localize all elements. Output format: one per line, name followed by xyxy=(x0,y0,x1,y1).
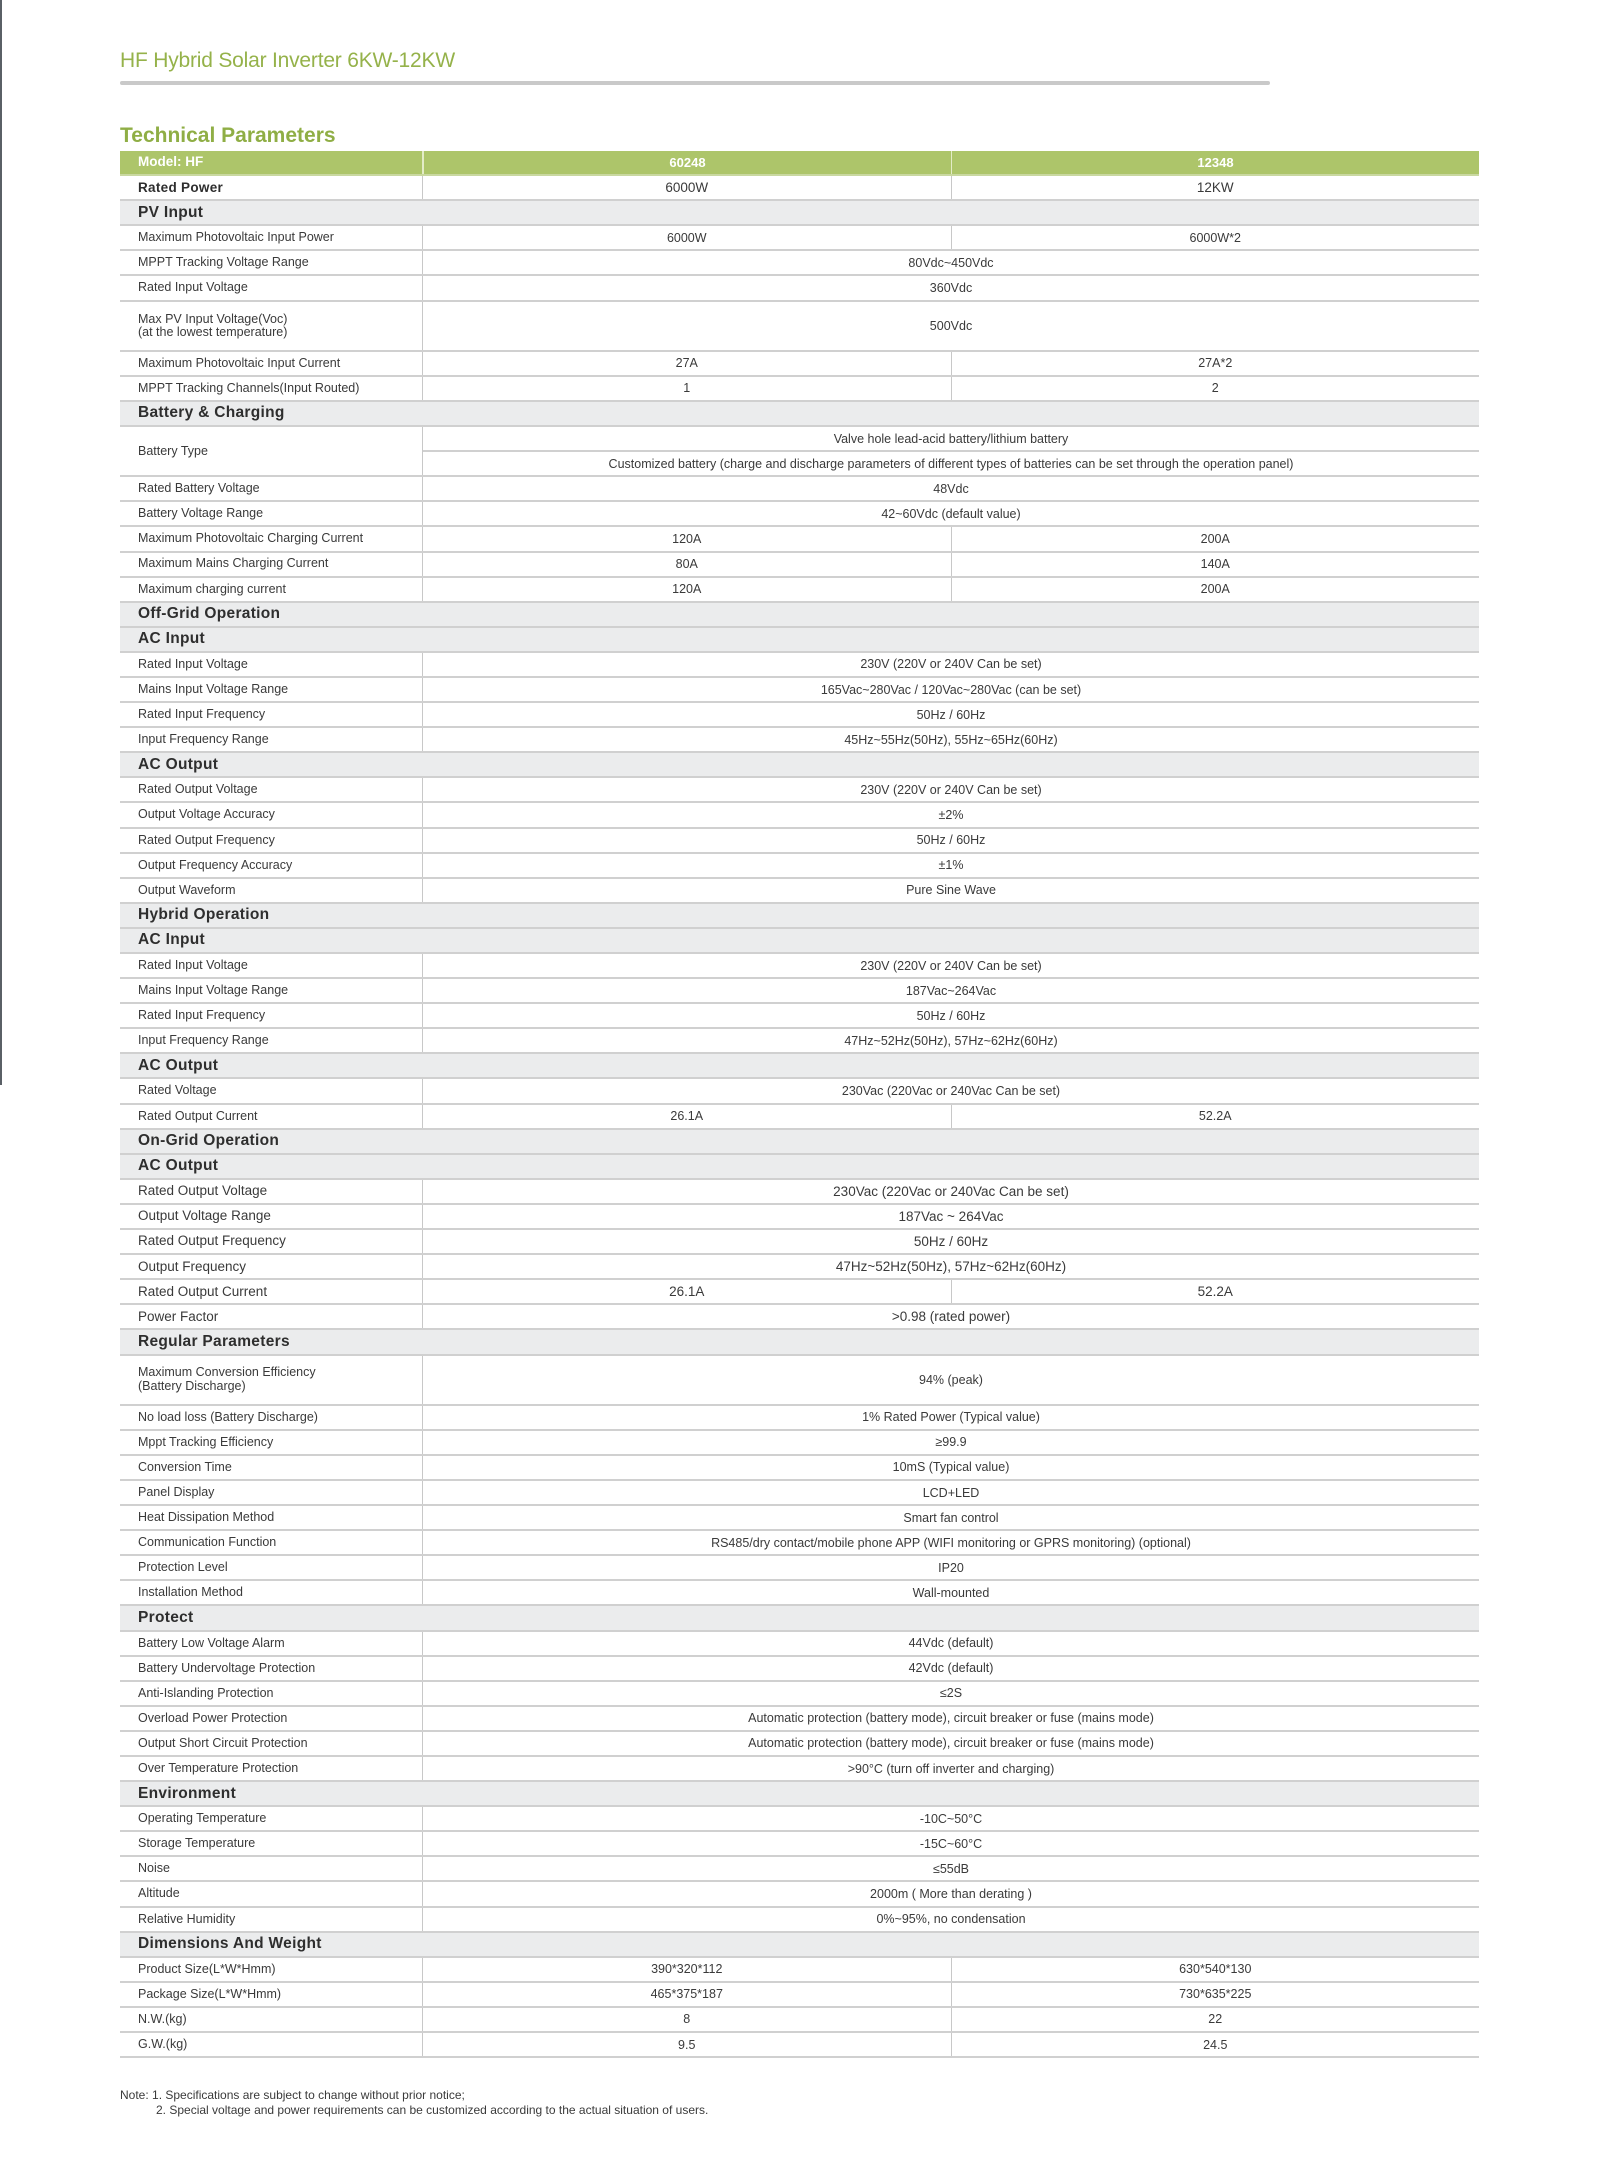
row-value-shared: ±1% xyxy=(938,858,964,873)
row-value-60248: 8 xyxy=(683,2012,691,2027)
row-value-shared: 50Hz / 60Hz xyxy=(916,833,986,848)
row-label: Output Voltage Accuracy xyxy=(138,807,275,822)
row-value-shared: 10mS (Typical value) xyxy=(892,1460,1010,1475)
row-label: Maximum Photovoltaic Input Current xyxy=(138,355,341,370)
row-label: Communication Function xyxy=(138,1535,277,1550)
row-value-shared: 0%~95%, no condensation xyxy=(876,1912,1026,1927)
group-title: Battery & Charging xyxy=(138,404,285,422)
document-title: HF Hybrid Solar Inverter 6KW-12KW xyxy=(120,49,455,72)
table-row xyxy=(120,1857,1479,1882)
row-value-60248: 1 xyxy=(683,381,691,396)
row-value-shared: Automatic protection (battery mode), circuit breaker or fuse (mains mode) xyxy=(748,1711,1154,1726)
row-value-60248: 26.1A xyxy=(669,1284,705,1300)
row-value-shared: 50Hz / 60Hz xyxy=(916,1008,986,1023)
row-value-shared: ≤2S xyxy=(939,1686,963,1701)
group-title: AC Output xyxy=(138,1157,219,1175)
table-row xyxy=(120,527,1479,552)
table-row xyxy=(120,1280,1479,1305)
table-row xyxy=(120,1079,1479,1104)
row-value-60248: 390*320*112 xyxy=(651,1962,723,1977)
row-value-shared: Wall-mounted xyxy=(912,1585,990,1600)
row-value-shared: 45Hz~55Hz(50Hz), 55Hz~65Hz(60Hz) xyxy=(844,732,1058,747)
table-row-battery-type xyxy=(120,427,1479,477)
row-label: Altitude xyxy=(138,1886,180,1901)
row-label xyxy=(120,302,422,350)
row-label: Protection Level xyxy=(138,1560,228,1575)
table-row xyxy=(120,302,1479,352)
row-label: Maximum Photovoltaic Charging Current xyxy=(138,531,364,546)
table-row xyxy=(120,1556,1479,1581)
table-row xyxy=(120,1431,1479,1456)
row-value-12348: 140A xyxy=(951,553,1480,576)
group-title: Hybrid Operation xyxy=(138,906,270,924)
table-row xyxy=(120,553,1479,578)
table-row xyxy=(120,954,1479,979)
row-value-shared: 165Vac~280Vac / 120Vac~280Vac (can be set) xyxy=(820,682,1082,697)
table-row xyxy=(120,1004,1479,1029)
row-value-shared: 230V (220V or 240V Can be set) xyxy=(860,657,1042,672)
table-row xyxy=(120,1105,1479,1130)
row-label: Rated Output Current xyxy=(138,1283,268,1299)
row-value-60248: 6000W xyxy=(665,180,709,196)
row-label: Over Temperature Protection xyxy=(138,1760,299,1775)
table-row xyxy=(120,1481,1479,1506)
row-label: Output Voltage Range xyxy=(138,1208,271,1224)
row-label-line-1: Max PV Input Voltage(Voc) xyxy=(138,311,288,326)
row-label: Rated Output Voltage xyxy=(138,1183,268,1199)
table-row xyxy=(120,854,1479,879)
row-value-shared: 42Vdc (default) xyxy=(908,1661,994,1676)
row-value-shared: IP20 xyxy=(938,1560,964,1575)
row-label: Rated Input Voltage xyxy=(138,957,248,972)
row-label: Output Frequency Accuracy xyxy=(138,857,293,872)
table-row xyxy=(120,1230,1479,1255)
title-divider xyxy=(120,81,1270,85)
row-value-shared: LCD+LED xyxy=(922,1485,980,1500)
table-row xyxy=(120,1807,1479,1832)
row-value-shared: Automatic protection (battery mode), circuit breaker or fuse (mains mode) xyxy=(748,1736,1154,1751)
row-value-60248: 27A xyxy=(675,356,698,371)
row-value-shared: Pure Sine Wave xyxy=(906,883,996,898)
subgroup-hybrid-ac-input xyxy=(120,929,1479,954)
page-edge-bar xyxy=(0,0,2,1085)
note-1: Note: 1. Specifications are subject to change without prior notice; xyxy=(120,2088,465,2102)
table-row xyxy=(120,1632,1479,1657)
group-title: AC Output xyxy=(138,1056,219,1074)
subgroup-hybrid-ac-output xyxy=(120,1054,1479,1079)
group-title: On-Grid Operation xyxy=(138,1132,280,1150)
row-label: Rated Input Voltage xyxy=(138,656,248,671)
row-value-shared: >90°C (turn off inverter and charging) xyxy=(847,1761,1055,1776)
row-value-shared: ≥99.9 xyxy=(935,1435,967,1450)
table-row xyxy=(120,879,1479,904)
group-title: Regular Parameters xyxy=(138,1332,290,1350)
row-label: G.W.(kg) xyxy=(138,2037,188,2052)
row-label: Output Frequency xyxy=(138,1258,247,1274)
table-row xyxy=(120,1707,1479,1732)
row-label: Rated Input Frequency xyxy=(138,707,266,722)
table-row xyxy=(120,778,1479,803)
row-value-60248: 80A xyxy=(675,557,698,572)
row-value-60248: 120A xyxy=(672,582,702,597)
table-row xyxy=(120,2008,1479,2033)
table-row xyxy=(120,1255,1479,1280)
row-value-shared: 42~60Vdc (default value) xyxy=(881,506,1021,521)
row-value-shared: 44Vdc (default) xyxy=(908,1636,994,1651)
row-label: Rated Power xyxy=(138,179,224,195)
row-label-lines xyxy=(138,1366,316,1392)
table-row xyxy=(120,251,1479,276)
row-label: Battery Voltage Range xyxy=(138,506,264,521)
row-value-shared: 47Hz~52Hz(50Hz), 57Hz~62Hz(60Hz) xyxy=(844,1033,1058,1048)
row-label: Maximum Mains Charging Current xyxy=(138,556,329,571)
note-2: 2. Special voltage and power requirements can be customized according to the actual situation of users. xyxy=(156,2103,709,2117)
row-label-lines xyxy=(138,313,287,339)
row-value-shared: 47Hz~52Hz(50Hz), 57Hz~62Hz(60Hz) xyxy=(835,1259,1067,1275)
row-label: No load loss (Battery Discharge) xyxy=(138,1409,318,1424)
table-row xyxy=(120,226,1479,251)
group-protect xyxy=(120,1606,1479,1631)
row-label: Mains Input Voltage Range xyxy=(138,983,289,998)
row-value-shared: ±2% xyxy=(938,807,964,822)
row-label: Battery Low Voltage Alarm xyxy=(138,1635,285,1650)
table-row xyxy=(120,1657,1479,1682)
table-row-rated-power xyxy=(120,176,1479,201)
row-label: Package Size(L*W*Hmm) xyxy=(138,1986,282,2001)
table-row xyxy=(120,728,1479,753)
row-label-line-2: (at the lowest temperature) xyxy=(138,324,288,339)
table-row xyxy=(120,1882,1479,1907)
table-row xyxy=(120,352,1479,377)
row-label: Heat Dissipation Method xyxy=(138,1510,275,1525)
group-title: Environment xyxy=(138,1784,237,1802)
subgroup-off-grid-ac-output xyxy=(120,753,1479,778)
row-label: Conversion Time xyxy=(138,1459,232,1474)
row-value-12348: 27A*2 xyxy=(951,352,1480,375)
row-value-12348: 22 xyxy=(951,2008,1480,2031)
row-label: N.W.(kg) xyxy=(138,2011,187,2026)
row-value-12348: 52.2A xyxy=(951,1105,1480,1128)
row-label: Rated Battery Voltage xyxy=(138,481,260,496)
table-row xyxy=(120,703,1479,728)
row-value-12348: 730*635*225 xyxy=(951,1983,1480,2006)
table-row xyxy=(120,1456,1479,1481)
row-label: Relative Humidity xyxy=(138,1911,236,1926)
table-row xyxy=(120,1305,1479,1330)
row-label: Rated Output Frequency xyxy=(138,1233,286,1249)
model-60248: 60248 xyxy=(423,151,951,174)
row-value-shared: 48Vdc xyxy=(933,481,969,496)
row-label: Operating Temperature xyxy=(138,1811,267,1826)
row-label: Power Factor xyxy=(138,1308,219,1324)
row-label: Rated Output Frequency xyxy=(138,832,275,847)
table-row xyxy=(120,477,1479,502)
row-value-shared: 1% Rated Power (Typical value) xyxy=(862,1410,1040,1425)
table-row xyxy=(120,1958,1479,1983)
row-value-shared: -15C~60°C xyxy=(919,1836,983,1851)
row-label: Rated Input Voltage xyxy=(138,280,248,295)
subgroup-off-grid-ac-input xyxy=(120,628,1479,653)
row-label: MPPT Tracking Channels(Input Routed) xyxy=(138,380,360,395)
row-value-shared: 230V (220V or 240V Can be set) xyxy=(860,958,1042,973)
group-title: PV Input xyxy=(138,203,204,221)
row-label: Output Short Circuit Protection xyxy=(138,1735,308,1750)
group-off-grid xyxy=(120,603,1479,628)
table-row xyxy=(120,1983,1479,2008)
row-value-shared: 230Vac (220Vac or 240Vac Can be set) xyxy=(841,1084,1061,1099)
row-label: Rated Output Current xyxy=(138,1108,258,1123)
footnotes xyxy=(120,2088,708,2118)
row-value-shared: 50Hz / 60Hz xyxy=(913,1234,989,1250)
table-row xyxy=(120,276,1479,301)
table-row xyxy=(120,1757,1479,1782)
table-row xyxy=(120,1029,1479,1054)
section-title: Technical Parameters xyxy=(120,124,336,147)
table-row xyxy=(120,803,1479,828)
row-label: Anti-Islanding Protection xyxy=(138,1685,274,1700)
table-row xyxy=(120,1205,1479,1230)
row-label: Maximum charging current xyxy=(138,581,286,596)
table-row xyxy=(120,1531,1479,1556)
row-value-60248: 6000W xyxy=(666,230,707,245)
table-row xyxy=(120,1832,1479,1857)
group-title: AC Input xyxy=(138,630,205,648)
row-value-shared: 230V (220V or 240V Can be set) xyxy=(860,782,1042,797)
group-title: Off-Grid Operation xyxy=(138,605,281,623)
row-value-option-2: Customized battery (charge and discharge parameters of different types of batteries can be set through the operation panel) xyxy=(423,450,1479,475)
table-row xyxy=(120,1356,1479,1406)
row-value-shared: 2000m ( More than derating ) xyxy=(870,1887,1032,1902)
row-value-shared: 187Vac ~ 264Vac xyxy=(898,1208,1004,1224)
row-value-12348: 200A xyxy=(951,578,1480,601)
row-label: Rated Voltage xyxy=(138,1083,217,1098)
row-value-12348: 6000W*2 xyxy=(951,226,1480,249)
row-value-shared: >0.98 (rated power) xyxy=(891,1309,1011,1325)
group-dimensions-weight xyxy=(120,1933,1479,1958)
row-value-12348: 200A xyxy=(951,527,1480,550)
row-label: Noise xyxy=(138,1861,170,1876)
row-label: Overload Power Protection xyxy=(138,1710,288,1725)
row-value-shared: 500Vdc xyxy=(929,318,973,333)
group-title: Protect xyxy=(138,1608,194,1626)
table-row xyxy=(120,1732,1479,1757)
row-value-shared: 360Vdc xyxy=(929,281,973,296)
table-row xyxy=(120,1180,1479,1205)
row-label: Maximum Photovoltaic Input Power xyxy=(138,230,334,245)
row-label: Product Size(L*W*Hmm) xyxy=(138,1961,276,1976)
table-row xyxy=(120,578,1479,603)
row-label-line-2: (Battery Discharge) xyxy=(138,1378,246,1393)
row-label xyxy=(120,1356,422,1404)
row-value-12348: 24.5 xyxy=(951,2033,1480,2056)
row-label-line-1: Maximum Conversion Efficiency xyxy=(138,1365,316,1380)
row-label: Storage Temperature xyxy=(138,1836,256,1851)
row-label: Mppt Tracking Efficiency xyxy=(138,1434,274,1449)
subgroup-on-grid-ac-output xyxy=(120,1155,1479,1180)
row-value-shared: 94% (peak) xyxy=(919,1372,983,1387)
table-row xyxy=(120,653,1479,678)
row-value-12348: 630*540*130 xyxy=(951,1958,1480,1981)
row-label: Mains Input Voltage Range xyxy=(138,681,289,696)
group-on-grid xyxy=(120,1130,1479,1155)
group-environment xyxy=(120,1782,1479,1807)
table-row xyxy=(120,1908,1479,1933)
row-value-shared: 80Vdc~450Vdc xyxy=(908,255,994,270)
model-12348: 12348 xyxy=(951,151,1479,174)
group-pv-input xyxy=(120,201,1479,226)
table-row xyxy=(120,2033,1479,2058)
row-value-shared: Smart fan control xyxy=(903,1510,999,1525)
group-title: Dimensions And Weight xyxy=(138,1935,322,1953)
row-label: Panel Display xyxy=(138,1484,215,1499)
model-label: Model: HF xyxy=(138,154,204,170)
table-row xyxy=(120,1682,1479,1707)
table-row xyxy=(120,1506,1479,1531)
row-label: Battery Type xyxy=(138,443,208,458)
row-value-shared: 230Vac (220Vac or 240Vac Can be set) xyxy=(833,1183,1069,1199)
row-value-12348: 12KW xyxy=(951,176,1480,199)
table-row xyxy=(120,979,1479,1004)
group-title: AC Input xyxy=(138,931,205,949)
row-value-60248: 465*375*187 xyxy=(650,1987,723,2002)
table-row xyxy=(120,678,1479,703)
row-value-60248: 9.5 xyxy=(678,2037,696,2052)
row-label: Rated Output Voltage xyxy=(138,782,258,797)
row-value-shared: 50Hz / 60Hz xyxy=(916,707,986,722)
spec-table xyxy=(120,151,1479,2058)
row-label: Rated Input Frequency xyxy=(138,1008,266,1023)
table-row xyxy=(120,1581,1479,1606)
group-battery-charging xyxy=(120,402,1479,427)
row-label: Input Frequency Range xyxy=(138,1033,269,1048)
row-label: Input Frequency Range xyxy=(138,732,269,747)
row-value-option-1: Valve hole lead-acid battery/lithium battery xyxy=(833,431,1069,446)
table-row xyxy=(120,1406,1479,1431)
table-row xyxy=(120,829,1479,854)
row-label: Output Waveform xyxy=(138,882,236,897)
row-value-shared: -10C~50°C xyxy=(919,1811,983,1826)
row-value-shared: ≤55dB xyxy=(932,1861,970,1876)
table-header-row xyxy=(120,151,1479,176)
row-value-60248: 120A xyxy=(672,531,702,546)
table-row xyxy=(120,502,1479,527)
group-hybrid xyxy=(120,904,1479,929)
group-regular-parameters xyxy=(120,1330,1479,1355)
table-row xyxy=(120,377,1479,402)
group-title: AC Output xyxy=(138,755,219,773)
row-value-shared: RS485/dry contact/mobile phone APP (WIFI monitoring or GPRS monitoring) (optional) xyxy=(711,1535,1191,1550)
row-value-shared: 187Vac~264Vac xyxy=(905,983,997,998)
row-label: Battery Undervoltage Protection xyxy=(138,1660,316,1675)
row-label: MPPT Tracking Voltage Range xyxy=(138,255,309,270)
row-label: Installation Method xyxy=(138,1585,243,1600)
row-value-12348: 52.2A xyxy=(951,1280,1480,1303)
row-value-12348: 2 xyxy=(951,377,1480,400)
row-value-60248: 26.1A xyxy=(670,1109,704,1124)
